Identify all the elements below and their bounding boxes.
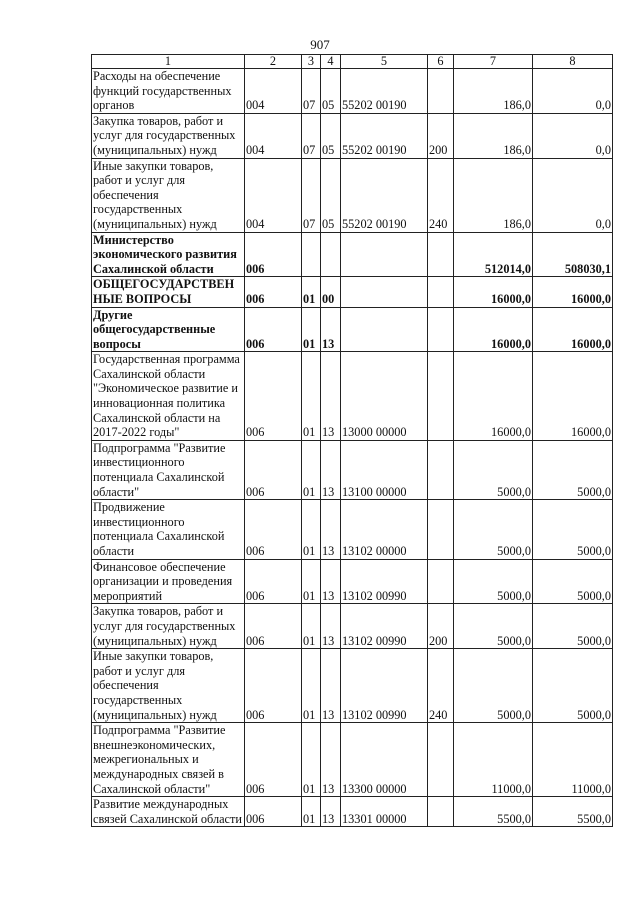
- admin-code-cell: 006: [245, 797, 302, 827]
- subsection-cell: 05: [321, 113, 341, 158]
- admin-code-cell: 004: [245, 113, 302, 158]
- row-name-cell: Иные закупки товаров, работ и услуг для обеспечения государственных (муниципальных) нужд: [92, 649, 245, 723]
- table-row: [92, 69, 613, 114]
- target-article-cell: 13100 00000: [341, 440, 428, 499]
- column-header: 3: [302, 55, 321, 69]
- amount-col7-cell: 16000,0: [454, 277, 533, 307]
- admin-code-cell: 006: [245, 277, 302, 307]
- row-name-cell: Подпрограмма "Развитие инвестиционного потенциала Сахалинской области": [92, 440, 245, 499]
- table-row: [92, 232, 613, 277]
- admin-code-cell: 006: [245, 352, 302, 441]
- amount-col7-cell: 5500,0: [454, 797, 533, 827]
- table-row: [92, 649, 613, 723]
- admin-code-cell: 006: [245, 604, 302, 649]
- amount-col8-cell: 16000,0: [533, 307, 613, 352]
- table-body: [92, 55, 613, 827]
- column-header: 7: [454, 55, 533, 69]
- target-article-cell: 13102 00990: [341, 559, 428, 604]
- header-row: [92, 55, 613, 69]
- expense-type-cell: [428, 559, 454, 604]
- expense-type-cell: [428, 307, 454, 352]
- budget-table: [91, 54, 613, 827]
- subsection-cell: 13: [321, 500, 341, 559]
- amount-col7-cell: 5000,0: [454, 500, 533, 559]
- column-header: 8: [533, 55, 613, 69]
- amount-col8-cell: 5000,0: [533, 440, 613, 499]
- subsection-cell: 13: [321, 723, 341, 797]
- table-row: [92, 352, 613, 441]
- row-name-cell: Министерство экономического развития Сахалинской области: [92, 232, 245, 277]
- table-row: [92, 277, 613, 307]
- subsection-cell: 05: [321, 158, 341, 232]
- expense-type-cell: 240: [428, 649, 454, 723]
- expense-type-cell: 200: [428, 604, 454, 649]
- row-name-cell: Другие общегосударственные вопросы: [92, 307, 245, 352]
- expense-type-cell: [428, 797, 454, 827]
- admin-code-cell: 006: [245, 440, 302, 499]
- subsection-cell: [321, 232, 341, 277]
- row-name-cell: ОБЩЕГОСУДАРСТВЕН НЫЕ ВОПРОСЫ: [92, 277, 245, 307]
- amount-col8-cell: 16000,0: [533, 277, 613, 307]
- row-name-cell: Развитие международных связей Сахалинской области: [92, 797, 245, 827]
- row-name-cell: Подпрограмма "Развитие внешнеэкономических, межрегиональных и международных связей в Сахалинской области": [92, 723, 245, 797]
- amount-col8-cell: 5000,0: [533, 649, 613, 723]
- target-article-cell: [341, 307, 428, 352]
- amount-col8-cell: 5500,0: [533, 797, 613, 827]
- admin-code-cell: 006: [245, 649, 302, 723]
- amount-col8-cell: 5000,0: [533, 604, 613, 649]
- table-row: [92, 113, 613, 158]
- admin-code-cell: 004: [245, 158, 302, 232]
- column-header: 2: [245, 55, 302, 69]
- row-name-cell: Продвижение инвестиционного потенциала Сахалинской области: [92, 500, 245, 559]
- section-cell: [302, 232, 321, 277]
- table-row: [92, 158, 613, 232]
- amount-col7-cell: 186,0: [454, 113, 533, 158]
- column-header: 4: [321, 55, 341, 69]
- expense-type-cell: [428, 232, 454, 277]
- target-article-cell: 13301 00000: [341, 797, 428, 827]
- subsection-cell: 13: [321, 604, 341, 649]
- expense-type-cell: [428, 69, 454, 114]
- section-cell: 01: [302, 307, 321, 352]
- section-cell: 01: [302, 559, 321, 604]
- amount-col7-cell: 5000,0: [454, 604, 533, 649]
- subsection-cell: 13: [321, 797, 341, 827]
- expense-type-cell: [428, 500, 454, 559]
- column-header: 1: [92, 55, 245, 69]
- section-cell: 07: [302, 69, 321, 114]
- amount-col7-cell: 186,0: [454, 158, 533, 232]
- amount-col7-cell: 5000,0: [454, 440, 533, 499]
- table-row: [92, 604, 613, 649]
- amount-col7-cell: 11000,0: [454, 723, 533, 797]
- section-cell: 01: [302, 604, 321, 649]
- section-cell: 01: [302, 352, 321, 441]
- subsection-cell: 13: [321, 649, 341, 723]
- amount-col8-cell: 11000,0: [533, 723, 613, 797]
- row-name-cell: Расходы на обеспечение функций государственных органов: [92, 69, 245, 114]
- amount-col8-cell: 5000,0: [533, 559, 613, 604]
- target-article-cell: 13300 00000: [341, 723, 428, 797]
- column-header: 5: [341, 55, 428, 69]
- target-article-cell: 13000 00000: [341, 352, 428, 441]
- amount-col7-cell: 5000,0: [454, 649, 533, 723]
- target-article-cell: 55202 00190: [341, 158, 428, 232]
- subsection-cell: 13: [321, 559, 341, 604]
- expense-type-cell: 240: [428, 158, 454, 232]
- section-cell: 01: [302, 797, 321, 827]
- table-row: [92, 723, 613, 797]
- section-cell: 01: [302, 649, 321, 723]
- admin-code-cell: 006: [245, 500, 302, 559]
- target-article-cell: 13102 00000: [341, 500, 428, 559]
- page-number: 907: [310, 37, 330, 52]
- target-article-cell: 13102 00990: [341, 649, 428, 723]
- target-article-cell: 55202 00190: [341, 113, 428, 158]
- row-name-cell: Закупка товаров, работ и услуг для государственных (муниципальных) нужд: [92, 113, 245, 158]
- subsection-cell: 13: [321, 352, 341, 441]
- amount-col7-cell: 16000,0: [454, 307, 533, 352]
- subsection-cell: 13: [321, 440, 341, 499]
- table-row: [92, 797, 613, 827]
- admin-code-cell: 006: [245, 232, 302, 277]
- section-cell: 01: [302, 500, 321, 559]
- table-row: [92, 559, 613, 604]
- target-article-cell: 13102 00990: [341, 604, 428, 649]
- admin-code-cell: 006: [245, 307, 302, 352]
- section-cell: 07: [302, 113, 321, 158]
- section-cell: 01: [302, 723, 321, 797]
- amount-col7-cell: 5000,0: [454, 559, 533, 604]
- table-row: [92, 500, 613, 559]
- target-article-cell: [341, 232, 428, 277]
- section-cell: 07: [302, 158, 321, 232]
- amount-col7-cell: 16000,0: [454, 352, 533, 441]
- amount-col8-cell: 16000,0: [533, 352, 613, 441]
- admin-code-cell: 006: [245, 723, 302, 797]
- column-header: 6: [428, 55, 454, 69]
- amount-col8-cell: 0,0: [533, 158, 613, 232]
- subsection-cell: 13: [321, 307, 341, 352]
- target-article-cell: [341, 277, 428, 307]
- subsection-cell: 00: [321, 277, 341, 307]
- amount-col8-cell: 0,0: [533, 113, 613, 158]
- row-name-cell: Иные закупки товаров, работ и услуг для обеспечения государственных (муниципальных) нужд: [92, 158, 245, 232]
- expense-type-cell: [428, 723, 454, 797]
- table-row: [92, 307, 613, 352]
- admin-code-cell: 004: [245, 69, 302, 114]
- expense-type-cell: 200: [428, 113, 454, 158]
- row-name-cell: Государственная программа Сахалинской области "Экономическое развитие и инновационная политика Сахалинской области на 2017-2022 годы": [92, 352, 245, 441]
- expense-type-cell: [428, 277, 454, 307]
- amount-col7-cell: 186,0: [454, 69, 533, 114]
- expense-type-cell: [428, 440, 454, 499]
- expense-type-cell: [428, 352, 454, 441]
- amount-col8-cell: 508030,1: [533, 232, 613, 277]
- section-cell: 01: [302, 277, 321, 307]
- row-name-cell: Закупка товаров, работ и услуг для государственных (муниципальных) нужд: [92, 604, 245, 649]
- target-article-cell: 55202 00190: [341, 69, 428, 114]
- admin-code-cell: 006: [245, 559, 302, 604]
- subsection-cell: 05: [321, 69, 341, 114]
- amount-col8-cell: 0,0: [533, 69, 613, 114]
- amount-col7-cell: 512014,0: [454, 232, 533, 277]
- table-row: [92, 440, 613, 499]
- section-cell: 01: [302, 440, 321, 499]
- row-name-cell: Финансовое обеспечение организации и проведения мероприятий: [92, 559, 245, 604]
- amount-col8-cell: 5000,0: [533, 500, 613, 559]
